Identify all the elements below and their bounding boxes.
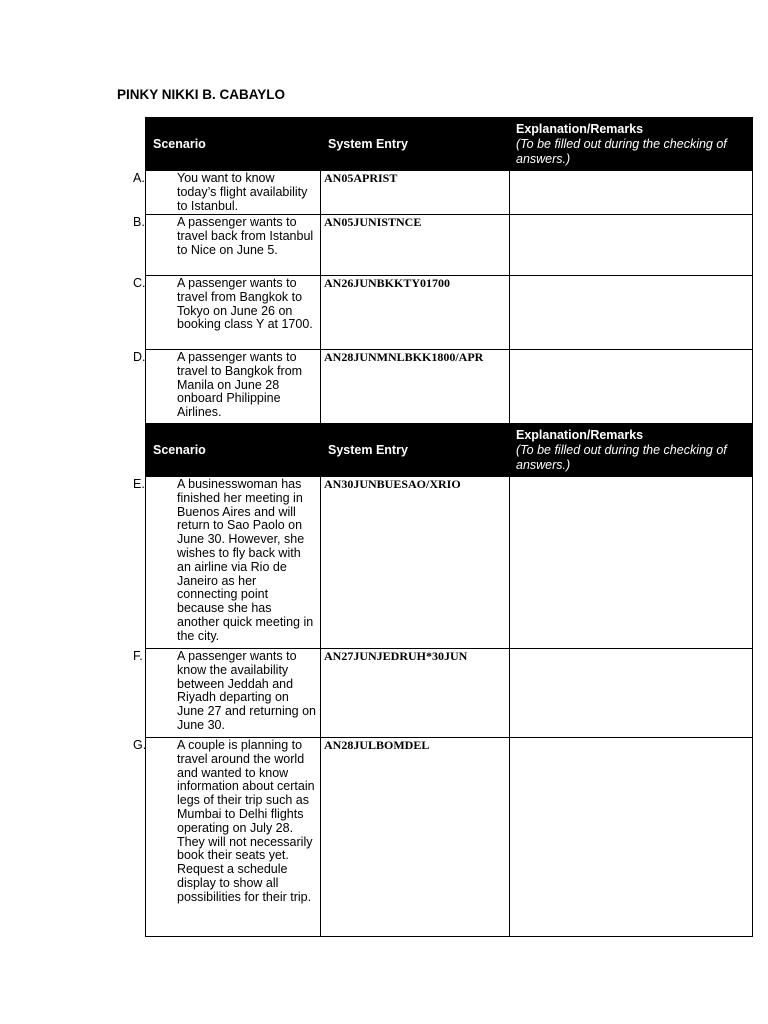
scenario-text: You want to know today’s flight availability to Istanbul.	[177, 171, 308, 213]
remarks-title: Explanation/Remarks	[516, 427, 644, 442]
scenario-text: A passenger wants to travel from Bangkok to Tokyo on June 26 on booking class Y at 1700.	[177, 276, 313, 332]
scenario-cell	[133, 276, 321, 350]
remarks-note: (To be filled out during the checking of answers.)	[516, 442, 727, 472]
header-remarks	[510, 118, 753, 171]
scenario-letter: G.	[133, 738, 147, 752]
table-header-row	[146, 424, 753, 477]
remarks-note: (To be filled out during the checking of answers.)	[516, 136, 727, 166]
table-row	[146, 649, 753, 738]
system-entry-cell: AN27JUNJEDRUH*30JUN	[321, 649, 510, 738]
scenario-letter: F.	[133, 649, 143, 663]
table-row	[146, 477, 753, 649]
system-entry-cell: AN28JUNMNLBKK1800/APR	[321, 350, 510, 424]
header-system-entry: System Entry	[321, 424, 510, 477]
remarks-title: Explanation/Remarks	[516, 121, 644, 136]
scenario-text: A businesswoman has finished her meeting in Buenos Aires and will return to Sao Paolo on June 30. However, she wishes to fly back with an airline via Rio de Janeiro as her connecting point because she has another quick meeting in the city.	[177, 477, 314, 643]
scenario-letter: E.	[133, 477, 145, 491]
header-system-entry: System Entry	[321, 118, 510, 171]
remarks-cell[interactable]	[510, 171, 753, 215]
table-row	[146, 215, 753, 276]
table-row	[146, 738, 753, 937]
system-entry-cell: AN30JUNBUESAO/XRIO	[321, 477, 510, 649]
header-scenario: Scenario	[146, 424, 321, 477]
scenario-cell	[133, 738, 321, 937]
table-header-row	[146, 118, 753, 171]
table-row	[146, 350, 753, 424]
remarks-cell[interactable]	[510, 649, 753, 738]
scenario-cell	[133, 649, 321, 738]
remarks-cell[interactable]	[510, 738, 753, 937]
remarks-cell[interactable]	[510, 350, 753, 424]
scenario-cell	[133, 350, 321, 424]
scenario-cell	[133, 171, 321, 215]
scenario-text: A passenger wants to travel back from Istanbul to Nice on June 5.	[177, 215, 314, 257]
scenario-text: A passenger wants to know the availability between Jeddah and Riyadh departing on June 27 and returning on June 30.	[177, 649, 316, 732]
scenario-letter: B.	[133, 215, 145, 229]
table-row	[146, 171, 753, 215]
remarks-cell[interactable]	[510, 276, 753, 350]
system-entry-cell: AN28JULBOMDEL	[321, 738, 510, 937]
table-row	[146, 276, 753, 350]
scenario-cell	[133, 477, 321, 649]
remarks-cell[interactable]	[510, 215, 753, 276]
scenario-letter: D.	[133, 350, 146, 364]
scenario-text: A passenger wants to travel to Bangkok from Manila on June 28 onboard Philippine Airlines.	[177, 350, 303, 420]
system-entry-cell: AN26JUNBKKTY01700	[321, 276, 510, 350]
scenario-text: A couple is planning to travel around the world and wanted to know information about certain legs of their trip such as Mumbai to Delhi flights operating on July 28. They will not necessarily book their seats yet. Request a schedule display to show all possibilities for their trip.	[177, 738, 315, 904]
header-remarks	[510, 424, 753, 477]
system-entry-cell: AN05JUNISTNCE	[321, 215, 510, 276]
remarks-cell[interactable]	[510, 477, 753, 649]
scenario-cell	[133, 215, 321, 276]
author-name: PINKY NIKKI B. CABAYLO	[117, 87, 286, 102]
scenario-letter: A.	[133, 171, 145, 185]
system-entry-cell: AN05APRIST	[321, 171, 510, 215]
scenario-letter: C.	[133, 276, 146, 290]
scenario-table	[133, 117, 753, 937]
header-scenario: Scenario	[146, 118, 321, 171]
